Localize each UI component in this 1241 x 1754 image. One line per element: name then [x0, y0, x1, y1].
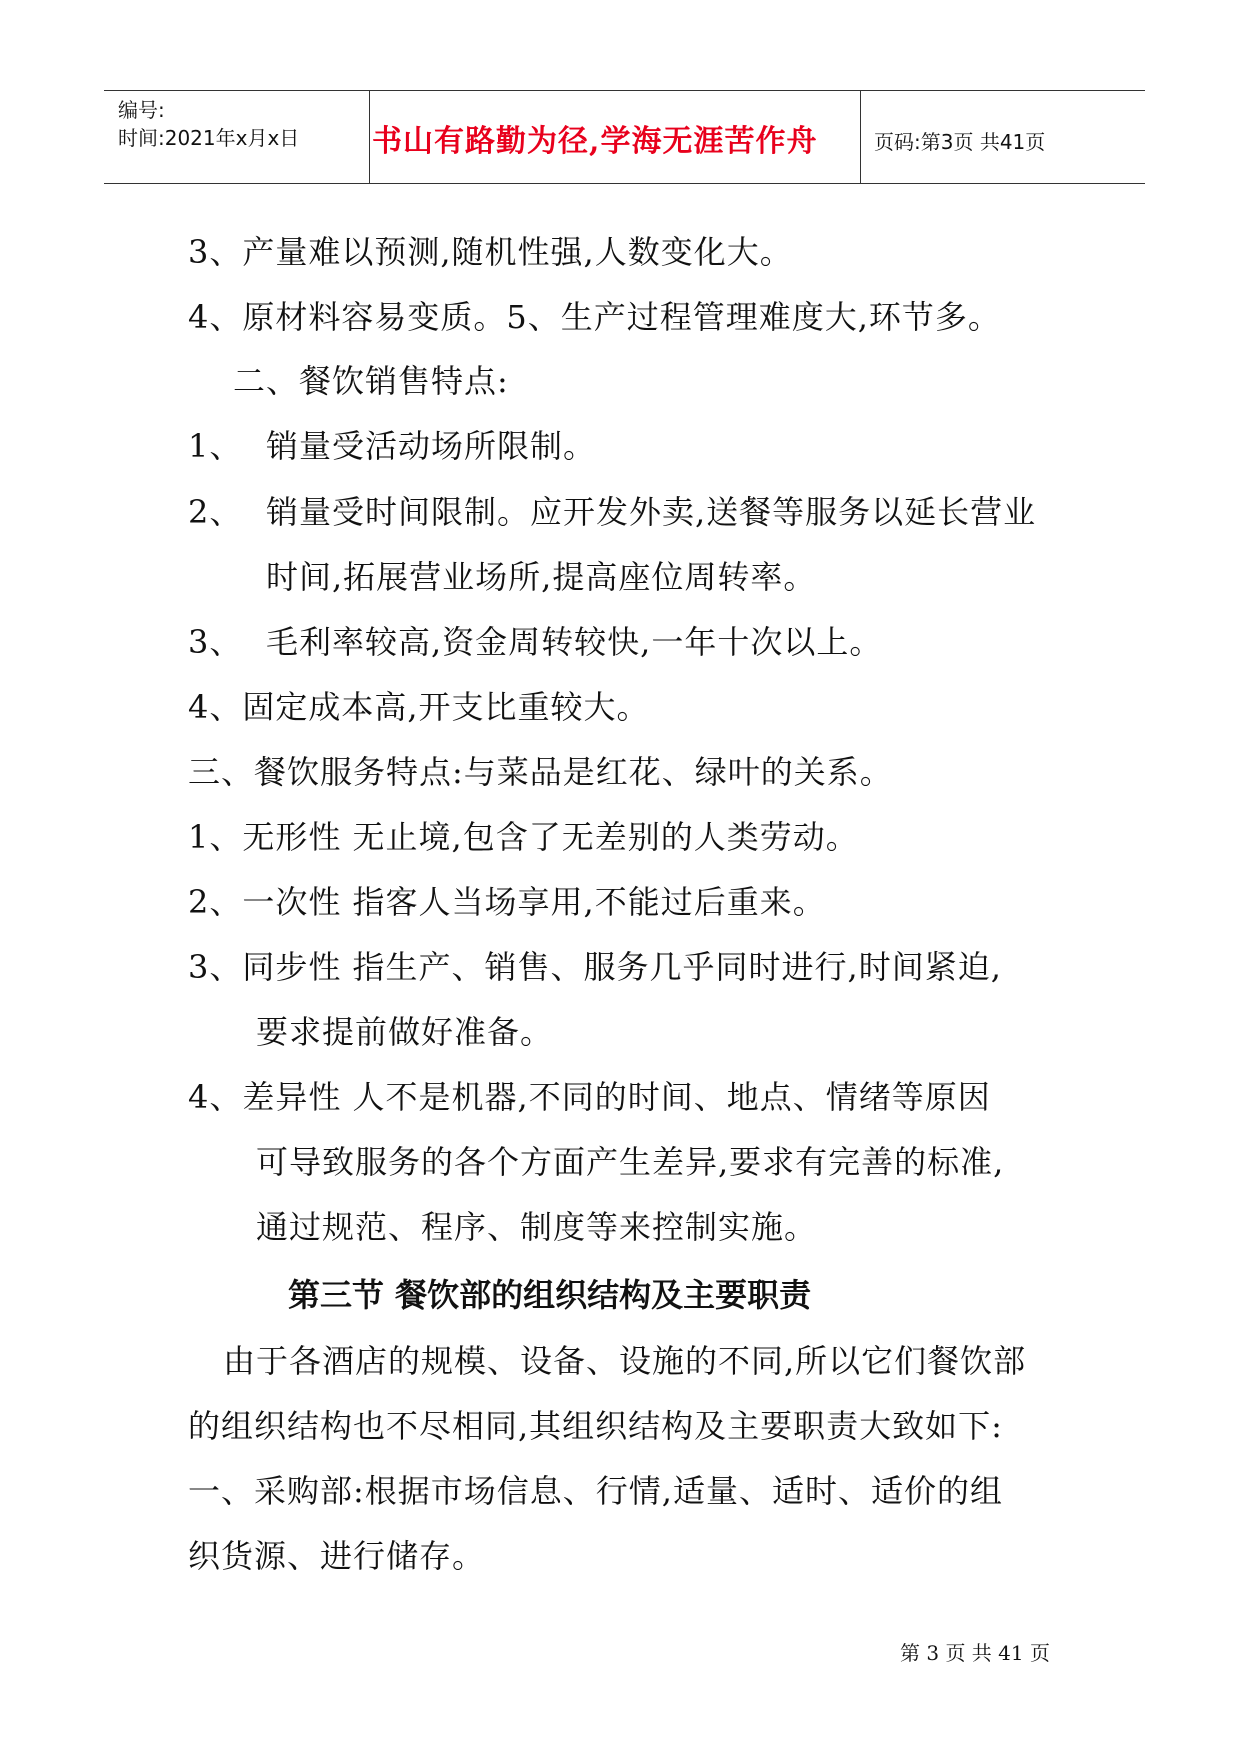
subheading: 二、餐饮销售特点:: [233, 362, 509, 400]
body-line: 3、同步性 指生产、销售、服务几乎同时进行,时间紧迫,: [188, 948, 1002, 986]
list-text: 销量受活动场所限制。: [266, 427, 597, 465]
section-heading: 第三节 餐饮部的组织结构及主要职责: [288, 1276, 812, 1314]
body-line: 4、原材料容易变质。5、生产过程管理难度大,环节多。: [188, 298, 1001, 336]
body-line: 由于各酒店的规模、设备、设施的不同,所以它们餐饮部: [223, 1342, 1027, 1380]
header-time-label: 时间:2021年x月x日: [118, 126, 300, 150]
header-page-label: 页码:第3页 共41页: [874, 130, 1046, 154]
header-top-rule: [104, 90, 1145, 91]
body-line: 2、一次性 指客人当场享用,不能过后重来。: [188, 883, 826, 921]
list-text: 毛利率较高,资金周转较快,一年十次以上。: [266, 623, 883, 661]
body-line-continued: 通过规范、程序、制度等来控制实施。: [256, 1208, 818, 1246]
footer-page-number: 第 3 页 共 41 页: [900, 1641, 1050, 1665]
header-motto: 书山有路勤为径,学海无涯苦作舟: [372, 124, 818, 159]
body-line-continued: 可导致服务的各个方面产生差异,要求有完善的标准,: [256, 1143, 1005, 1181]
header-divider-left: [369, 90, 370, 183]
list-text-continued: 时间,拓展营业场所,提高座位周转率。: [266, 558, 817, 596]
body-line: 3、产量难以预测,随机性强,人数变化大。: [188, 233, 793, 271]
body-line-continued: 要求提前做好准备。: [256, 1013, 554, 1051]
body-line: 1、无形性 无止境,包含了无差别的人类劳动。: [188, 818, 859, 856]
body-line: 4、差异性 人不是机器,不同的时间、地点、情绪等原因: [188, 1078, 991, 1116]
header-bottom-rule: [104, 183, 1145, 184]
list-number: 3、: [188, 623, 243, 661]
body-line: 的组织结构也不尽相同,其组织结构及主要职责大致如下:: [188, 1407, 1003, 1445]
header-number-label: 编号:: [118, 98, 165, 122]
list-text: 销量受时间限制。应开发外卖,送餐等服务以延长营业: [266, 493, 1037, 531]
subheading: 三、餐饮服务特点:与菜品是红花、绿叶的关系。: [188, 753, 893, 791]
body-line: 织货源、进行储存。: [188, 1537, 486, 1575]
body-line: 4、固定成本高,开支比重较大。: [188, 688, 650, 726]
list-number: 2、: [188, 493, 243, 531]
list-number: 1、: [188, 427, 243, 465]
body-line: 一、采购部:根据市场信息、行情,适量、适时、适价的组: [188, 1472, 1003, 1510]
